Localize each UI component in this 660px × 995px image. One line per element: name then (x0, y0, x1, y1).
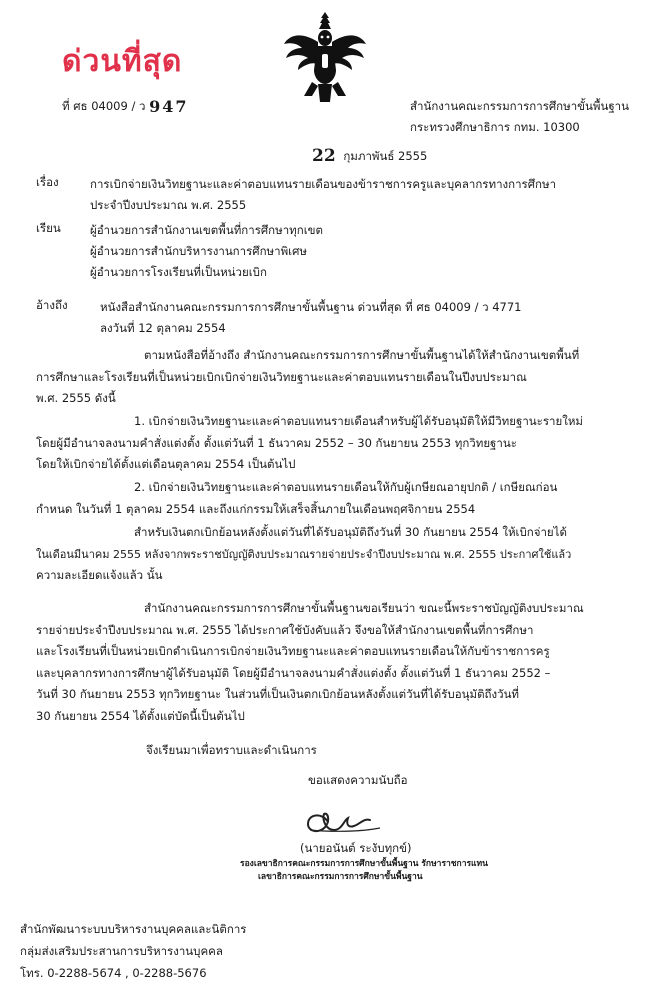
urgency-stamp: ด่วนที่สุด (62, 44, 183, 79)
document-reference-number (62, 97, 189, 116)
addressee-line: ผู้อำนวยการสำนักบริหารงานการศึกษาพิเศษ (90, 244, 307, 258)
date-month-year: กุมภาพันธ์ 2555 (343, 149, 428, 163)
handwritten-signature-icon (290, 800, 410, 840)
footer-phone: โทร. 0-2288-5674 , 0-2288-5676 (20, 966, 207, 980)
footer-group: กลุ่มส่งเสริมประสานการบริหารงานบุคคล (20, 944, 223, 958)
subject-line: ประจำปีงบประมาณ พ.ศ. 2555 (90, 198, 247, 212)
signatory-title-line: รองเลขาธิการคณะกรรมการการศึกษาขั้นพื้นฐาน รักษาราชการแทน (240, 859, 488, 869)
reference-prefix: ที่ ศธ 04009 / ว (62, 99, 146, 113)
text-line: 30 กันยายน 2554 ได้ตั้งแต่บัดนี้เป็นต้นไป (36, 708, 245, 723)
reference-text (100, 297, 522, 339)
addressee-label: เรียน (36, 221, 61, 235)
text-line: สำนักงานคณะกรรมการการศึกษาขั้นพื้นฐานขอเรียนว่า ขณะนี้พระราชบัญญัติงบประมาณ (144, 601, 584, 615)
body-paragraph-1 (36, 345, 579, 410)
subject-line: การเบิกจ่ายเงินวิทยฐานะและค่าตอบแทนรายเดือนของข้าราชการครูและบุคลากรทางการศึกษา (90, 177, 557, 191)
subject-text (90, 174, 556, 216)
document-date (312, 146, 427, 166)
garuda-emblem-icon (282, 8, 368, 108)
reference-number: 947 (149, 97, 189, 116)
subject-label: เรื่อง (36, 175, 59, 189)
text-line: ในเดือนมีนาคม 2555 หลังจากพระราชบัญญัติงบประมาณรายจ่ายประจำปีงบประมาณ พ.ศ. 2555 ประกาศใช้แล้ว (36, 547, 572, 561)
text-line: รายจ่ายประจำปีงบประมาณ พ.ศ. 2555 ได้ประกาศใช้บังคับแล้ว จึงขอให้สำนักงานเขตพื้นที่การศึกษา (36, 622, 534, 637)
text-line: โดยผู้มีอำนาจลงนามคำสั่งแต่งตั้ง ตั้งแต่วันที่ 1 ธันวาคม 2552 – 30 กันยายน 2553 ทุกวิทยฐานะ (36, 435, 517, 450)
body-paragraph-2 (36, 598, 584, 727)
text-line: สำหรับเงินตกเบิกย้อนหลังตั้งแต่วันที่ได้รับอนุมัติถึงวันที่ 30 กันยายน 2554 ให้เบิกจ่ายได้ (134, 525, 567, 539)
date-day: 22 (312, 146, 336, 166)
reference-line: ลงวันที่ 12 ตุลาคม 2554 (100, 321, 226, 335)
footer-contact (20, 918, 246, 984)
addressee-line: ผู้อำนวยการโรงเรียนที่เป็นหน่วยเบิก (90, 265, 267, 279)
issuing-office (410, 96, 629, 138)
text-line: วันที่ 30 กันยายน 2553 ทุกวิทยฐานะ ในส่วนที่เป็นเงินตกเบิกย้อนหลังตั้งแต่วันที่ได้รับอนุมัติถึงวันที่ (36, 687, 520, 701)
addressee-line: ผู้อำนวยการสำนักงานเขตพื้นที่การศึกษาทุกเขต (90, 223, 323, 237)
list-item-1 (36, 411, 583, 476)
text-line: โดยให้เบิกจ่ายได้ตั้งแต่เดือนตุลาคม 2554 เป็นต้นไป (36, 457, 296, 471)
text-line: พ.ศ. 2555 ดังนี้ (36, 391, 116, 405)
text-line: ตามหนังสือที่อ้างถึง สำนักงานคณะกรรมการการศึกษาขั้นพื้นฐานได้ให้สำนักงานเขตพื้นที่ (144, 348, 580, 362)
salutation: ขอแสดงความนับถือ (308, 773, 408, 787)
reference-line: หนังสือสำนักงานคณะกรรมการการศึกษาขั้นพื้นฐาน ด่วนที่สุด ที่ ศธ 04009 / ว 4771 (100, 300, 522, 314)
text-line: 1. เบิกจ่ายเงินวิทยฐานะและค่าตอบแทนรายเดือนสำหรับผู้ได้รับอนุมัติให้มีวิทยฐานะรายใหม่ (134, 414, 583, 428)
office-name: สำนักงานคณะกรรมการการศึกษาขั้นพื้นฐาน (410, 99, 629, 113)
text-line: การศึกษาและโรงเรียนที่เป็นหน่วยเบิกเบิกจ่ายเงินวิทยฐานะและค่าตอบแทนรายเดือนในปีงบประมาณ (36, 369, 527, 384)
office-address: กระทรวงศึกษาธิการ กทม. 10300 (410, 120, 580, 134)
text-line: และบุคลากรทางการศึกษาผู้ได้รับอนุมัติ โดยผู้มีอำนาจลงนามคำสั่งแต่งตั้ง ตั้งแต่วันที่ 1 ธันวาคม 2552 – (36, 665, 551, 680)
closing-line: จึงเรียนมาเพื่อทราบและดำเนินการ (146, 743, 317, 757)
text-line: 2. เบิกจ่ายเงินวิทยฐานะและค่าตอบแทนรายเดือนให้กับผู้เกษียณอายุปกติ / เกษียณก่อน (134, 480, 558, 494)
list-item-2 (36, 477, 557, 520)
reference-label: อ้างถึง (36, 298, 68, 312)
text-line: กำหนด ในวันที่ 1 ตุลาคม 2554 และถึงแก่กรรมให้เสร็จสิ้นภายในเดือนพฤศจิกายน 2554 (36, 501, 476, 516)
text-line: และโรงเรียนที่เป็นหน่วยเบิกดำเนินการเบิกจ่ายเงินวิทยฐานะและค่าตอบแทนรายเดือนให้กับข้าราชการครู (36, 644, 550, 658)
footer-department: สำนักพัฒนาระบบบริหารงานบุคคลและนิติการ (20, 922, 247, 936)
backpay-note (36, 522, 571, 587)
text-line: ความละเอียดแจ้งแล้ว นั้น (36, 568, 163, 582)
addressee-list (90, 220, 323, 283)
signatory-title-line: เลขาธิการคณะกรรมการการศึกษาขั้นพื้นฐาน (258, 872, 423, 882)
signatory-name: (นายอนันต์ ระงับทุกข์) (300, 841, 412, 855)
